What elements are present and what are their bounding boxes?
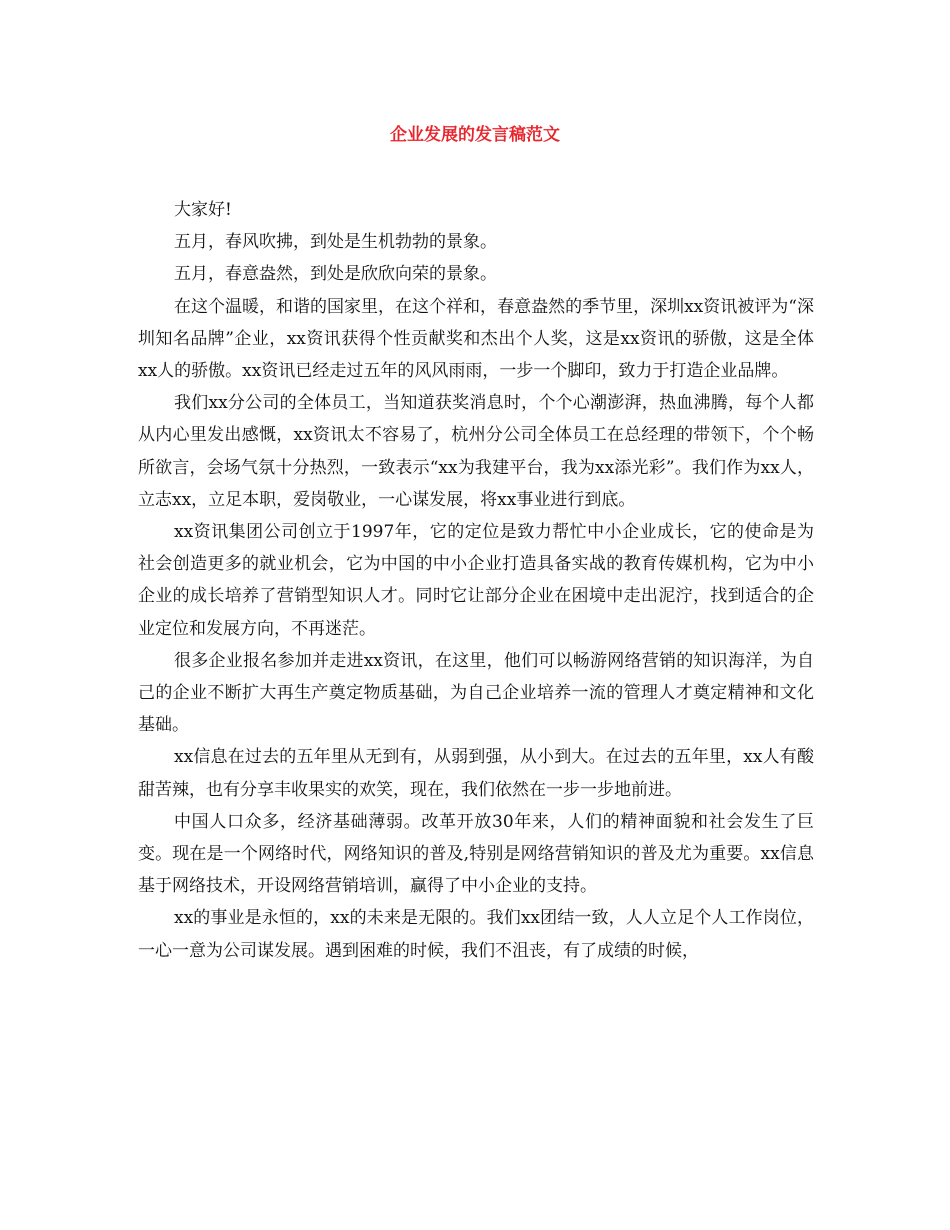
paragraph: 在这个温暖，和谐的国家里，在这个祥和，春意盎然的季节里，深圳xx资讯被评为“深圳知名品牌”企业，xx资讯获得个性贡献奖和杰出个人奖，这是xx资讯的骄傲，这是全体xx人的骄傲。xx资讯已经走过五年的风风雨雨，一步一个脚印，致力于打造企业品牌。 bbox=[138, 296, 814, 382]
paragraph: xx的事业是永恒的，xx的未来是无限的。我们xx团结一致，人人立足个人工作岗位，一心一意为公司谋发展。遇到困难的时候，我们不沮丧，有了成绩的时候， bbox=[138, 908, 814, 961]
paragraph: xx资讯集团公司创立于1997年，它的定位是致力帮忙中小企业成长，它的使命是为社会创造更多的就业机会，它为中国的中小企业打造具备实战的教育传媒机构，它为中小企业的成长培养了营销型知识人才。同时它让部分企业在困境中走出泥泞，找到适合的企业定位和发展方向，不再迷茫。 bbox=[138, 522, 814, 639]
paragraph: xx信息在过去的五年里从无到有，从弱到强，从小到大。在过去的五年里，xx人有酸甜苦辣，也有分享丰收果实的欢笑，现在，我们依然在一步一步地前进。 bbox=[138, 747, 814, 800]
paragraph: 中国人口众多，经济基础薄弱。改革开放30年来，人们的精神面貌和社会发生了巨变。现在是一个网络时代，网络知识的普及,特别是网络营销知识的普及尤为重要。xx信息基于网络技术，开设网络营销培训，赢得了中小企业的支持。 bbox=[138, 811, 814, 897]
paragraph: 五月，春风吹拂，到处是生机勃勃的景象。 bbox=[174, 232, 497, 253]
document-body bbox=[138, 194, 814, 967]
paragraph: 很多企业报名参加并走进xx资讯，在这里，他们可以畅游网络营销的知识海洋，为自己的企业不断扩大再生产奠定物质基础，为自己企业培养一流的管理人才奠定精神和文化基础。 bbox=[138, 650, 814, 736]
paragraph-greeting: 大家好! bbox=[174, 200, 232, 220]
paragraph: 我们xx分公司的全体员工，当知道获奖消息时，个个心潮澎湃，热血沸腾，每个人都从内心里发出感慨，xx资讯太不容易了，杭州分公司全体员工在总经理的带领下，个个畅所欲言，会场气氛十分热烈，一致表示“xx为我建平台，我为xx添光彩”。我们作为xx人，立志xx，立足本职，爱岗敬业，一心谋发展，将xx事业进行到底。 bbox=[138, 393, 814, 510]
paragraph: 五月，春意盎然，到处是欣欣向荣的景象。 bbox=[174, 264, 497, 285]
document-title: 企业发展的发言稿范文 bbox=[390, 125, 560, 145]
